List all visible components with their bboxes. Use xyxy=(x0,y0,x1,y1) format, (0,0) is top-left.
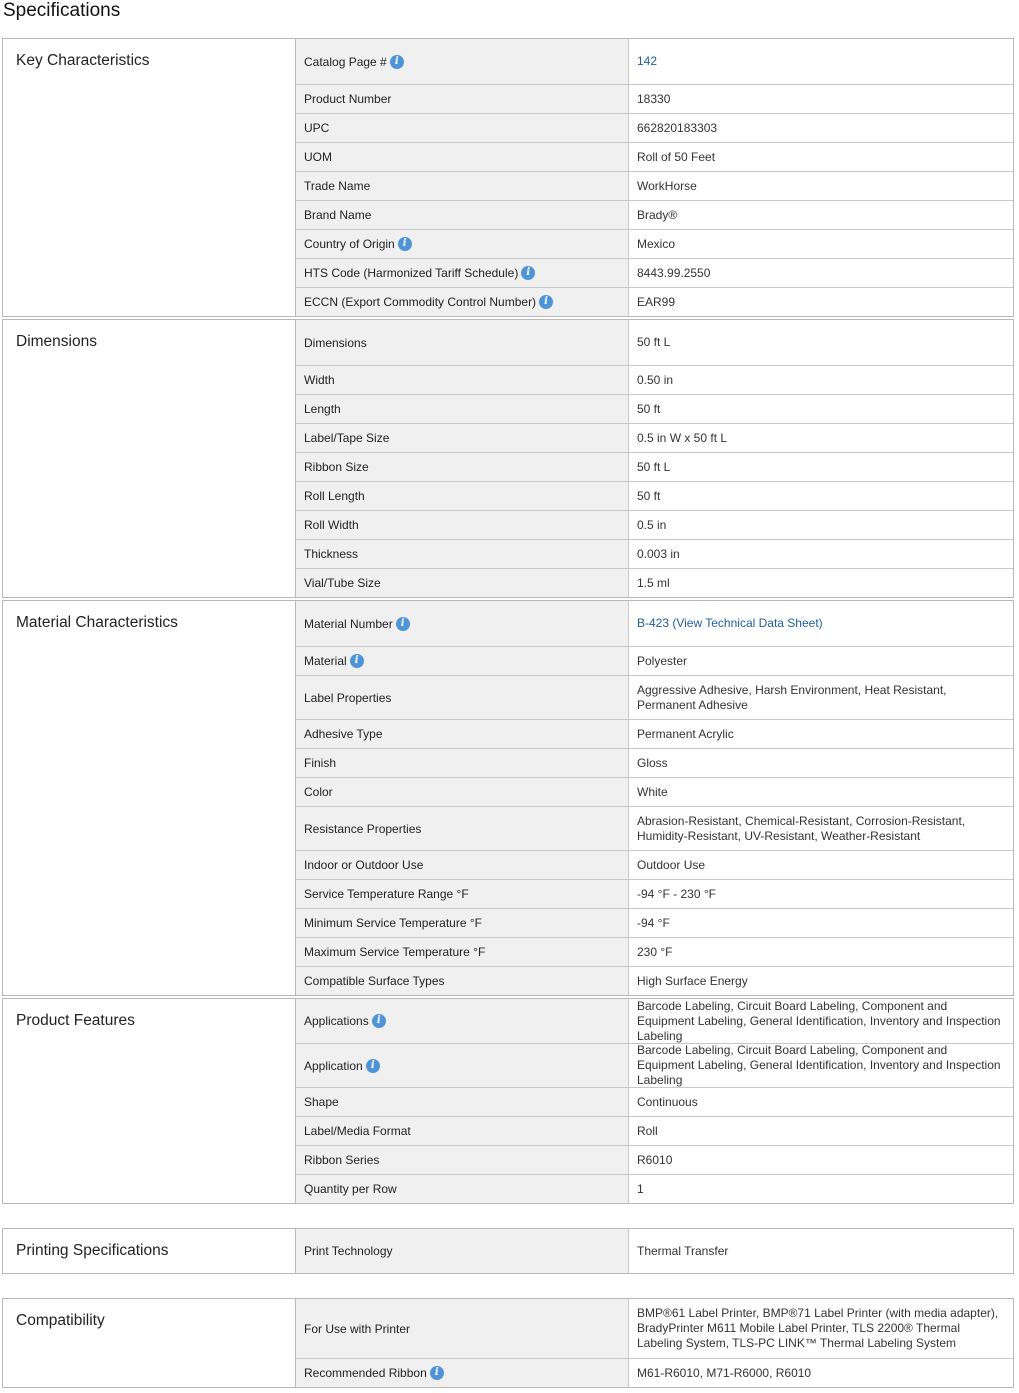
attribute-value-text: Outdoor Use xyxy=(637,857,706,872)
attribute-value xyxy=(629,453,1013,481)
attribute-value xyxy=(629,482,1013,510)
attribute-name xyxy=(296,1299,629,1358)
table-row xyxy=(296,539,1013,568)
table-row xyxy=(296,39,1013,84)
section-label-cell xyxy=(3,601,296,995)
attribute-value-text: BMP®61 Label Printer, BMP®71 Label Printer (with media adapter), BradyPrinter M611 Mobile Label Printer, TLS 2200® Thermal Labeling System, TLS-PC LINK™ Thermal Labeling System xyxy=(637,1306,999,1350)
attribute-value-text: 0.50 in xyxy=(637,372,674,387)
table-row xyxy=(296,510,1013,539)
attribute-value xyxy=(629,85,1013,113)
table-row xyxy=(296,777,1013,806)
attribute-name-text: Compatible Surface Types xyxy=(304,974,445,988)
section-rows xyxy=(296,601,1013,995)
attribute-value xyxy=(629,540,1013,568)
attribute-name xyxy=(296,1146,629,1174)
attribute-value-text: -94 °F xyxy=(637,915,670,930)
attribute-value-text: M61-R6010, M71-R6000, R6010 xyxy=(637,1365,812,1380)
table-row xyxy=(296,999,1013,1043)
table-row xyxy=(296,84,1013,113)
attribute-value-text: 50 ft L xyxy=(637,335,671,349)
attribute-name-text: ECCN (Export Commodity Control Number) xyxy=(304,295,537,309)
attribute-name-text: Catalog Page # xyxy=(304,54,387,69)
table-row xyxy=(296,646,1013,675)
section-label-cell xyxy=(3,39,296,316)
table-row xyxy=(296,850,1013,879)
attribute-name-text: Material xyxy=(304,654,347,668)
attribute-name-text: Vial/Tube Size xyxy=(304,576,381,590)
attribute-value-text: 0.003 in xyxy=(637,546,680,561)
section-title: Product Features xyxy=(16,1012,135,1029)
info-icon[interactable]: i xyxy=(521,266,535,280)
table-row xyxy=(296,258,1013,287)
section-title: Printing Specifications xyxy=(16,1242,169,1259)
table-row xyxy=(296,142,1013,171)
attribute-name-text: Label Properties xyxy=(304,690,392,705)
attribute-value xyxy=(629,778,1013,806)
table-row xyxy=(296,1116,1013,1145)
attribute-value-text: Abrasion-Resistant, Chemical-Resistant, Corrosion-Resistant, Humidity-Resistant, UV-Resistant, Weather-Resistant xyxy=(637,813,966,843)
table-row xyxy=(296,1358,1013,1387)
attribute-value-text: Gloss xyxy=(637,755,668,770)
attribute-name-text: Thickness xyxy=(304,547,359,561)
attribute-name-text: Length xyxy=(304,402,341,416)
attribute-value xyxy=(629,749,1013,777)
attribute-value xyxy=(629,114,1013,142)
attribute-name xyxy=(296,39,629,84)
spec-section xyxy=(2,319,1014,598)
attribute-name-text: Ribbon Series xyxy=(304,1153,380,1167)
attribute-value xyxy=(629,395,1013,423)
attribute-name-text: Roll Width xyxy=(304,518,359,532)
attribute-value-text: 0.5 in W x 50 ft L xyxy=(637,430,728,445)
attribute-value-text: -94 °F - 230 °F xyxy=(637,886,716,901)
attribute-value-text: 18330 xyxy=(637,91,671,106)
table-row xyxy=(296,601,1013,646)
table-row xyxy=(296,1087,1013,1116)
attribute-value xyxy=(629,201,1013,229)
section-rows xyxy=(296,1299,1013,1387)
attribute-value xyxy=(629,851,1013,879)
spec-section xyxy=(2,38,1014,317)
spec-section xyxy=(2,600,1014,996)
attribute-value xyxy=(629,39,1013,84)
attribute-value-text: Continuous xyxy=(637,1094,698,1109)
attribute-value xyxy=(629,366,1013,394)
table-row xyxy=(296,200,1013,229)
attribute-name xyxy=(296,366,629,394)
attribute-value-text: WorkHorse xyxy=(637,178,697,193)
table-row xyxy=(296,171,1013,200)
table-row xyxy=(296,719,1013,748)
info-icon[interactable]: i xyxy=(398,237,412,251)
attribute-value xyxy=(629,172,1013,200)
attribute-name xyxy=(296,749,629,777)
table-row xyxy=(296,320,1013,365)
attribute-name xyxy=(296,85,629,113)
info-icon[interactable]: i xyxy=(430,1366,444,1380)
attribute-value-text: Brady® xyxy=(637,207,678,222)
attribute-value xyxy=(629,1146,1013,1174)
attribute-value-text: Permanent Acrylic xyxy=(637,726,734,741)
attribute-name-text: Country of Origin xyxy=(304,237,395,251)
attribute-name xyxy=(296,143,629,171)
table-row xyxy=(296,365,1013,394)
attribute-value-text: Barcode Labeling, Circuit Board Labeling, Component and Equipment Labeling, General Identification, Inventory and Inspection Labeling xyxy=(637,998,1001,1043)
page-title: Specifications xyxy=(3,0,121,21)
attribute-name-text: Brand Name xyxy=(304,208,372,222)
table-row xyxy=(296,113,1013,142)
attribute-value xyxy=(629,880,1013,908)
attribute-value xyxy=(629,1117,1013,1145)
attribute-name xyxy=(296,601,629,646)
info-icon[interactable]: i xyxy=(390,55,404,69)
attribute-name-text: Print Technology xyxy=(304,1244,393,1258)
attribute-name xyxy=(296,424,629,452)
attribute-name xyxy=(296,540,629,568)
attribute-name xyxy=(296,676,629,719)
attribute-value-text: 0.5 in xyxy=(637,517,667,532)
attribute-value-text: 50 ft xyxy=(637,488,661,503)
attribute-value xyxy=(629,807,1013,850)
attribute-value xyxy=(629,1175,1013,1203)
table-row xyxy=(296,806,1013,850)
attribute-name-text: Resistance Properties xyxy=(304,821,422,836)
value-link[interactable]: B-423 (View Technical Data Sheet) xyxy=(637,616,823,630)
table-row xyxy=(296,1229,1013,1273)
attribute-name xyxy=(296,172,629,200)
table-row xyxy=(296,423,1013,452)
table-row xyxy=(296,908,1013,937)
section-rows xyxy=(296,39,1013,316)
info-icon[interactable]: i xyxy=(350,654,364,668)
attribute-value-text: Polyester xyxy=(637,653,688,668)
attribute-name xyxy=(296,909,629,937)
attribute-name xyxy=(296,288,629,316)
attribute-name-text: Trade Name xyxy=(304,179,371,193)
table-row xyxy=(296,287,1013,316)
table-row xyxy=(296,481,1013,510)
attribute-value-text: High Surface Energy xyxy=(637,973,748,988)
table-row xyxy=(296,748,1013,777)
section-rows xyxy=(296,999,1013,1203)
attribute-name xyxy=(296,807,629,850)
info-icon[interactable]: i xyxy=(372,1014,386,1028)
section-rows xyxy=(296,1229,1013,1273)
attribute-name xyxy=(296,453,629,481)
section-rows xyxy=(296,320,1013,597)
table-row xyxy=(296,452,1013,481)
attribute-name-text: Recommended Ribbon xyxy=(304,1366,427,1380)
attribute-value xyxy=(629,909,1013,937)
info-icon[interactable]: i xyxy=(539,295,553,309)
attribute-name-text: UOM xyxy=(304,150,332,164)
attribute-name xyxy=(296,647,629,675)
attribute-value xyxy=(629,967,1013,995)
attribute-name-text: Quantity per Row xyxy=(304,1182,397,1196)
attribute-value xyxy=(629,938,1013,966)
section-label-cell xyxy=(3,1229,296,1273)
attribute-name xyxy=(296,395,629,423)
attribute-value-text: Mexico xyxy=(637,236,676,251)
attribute-name-text: Maximum Service Temperature °F xyxy=(304,945,486,959)
attribute-value xyxy=(629,720,1013,748)
attribute-name xyxy=(296,201,629,229)
attribute-name-text: For Use with Printer xyxy=(304,1321,411,1336)
section-title: Key Characteristics xyxy=(16,52,150,69)
attribute-value-text: Barcode Labeling, Circuit Board Labeling, Component and Equipment Labeling, General Identification, Inventory and Inspection Labeling xyxy=(637,1043,1001,1087)
attribute-name-text: Indoor or Outdoor Use xyxy=(304,858,424,872)
attribute-value-text: Roll xyxy=(637,1123,658,1138)
section-title: Material Characteristics xyxy=(16,614,178,631)
section-title: Compatibility xyxy=(16,1312,105,1329)
attribute-value xyxy=(629,647,1013,675)
attribute-name-text: Minimum Service Temperature °F xyxy=(304,916,482,930)
attribute-value xyxy=(629,1088,1013,1116)
attribute-name xyxy=(296,720,629,748)
attribute-name-text: Applications xyxy=(304,1014,369,1028)
attribute-value xyxy=(629,424,1013,452)
attribute-value xyxy=(629,999,1013,1043)
attribute-value-text: Thermal Transfer xyxy=(637,1243,729,1258)
attribute-value xyxy=(629,1299,1013,1358)
section-label-cell xyxy=(3,320,296,597)
attribute-value xyxy=(629,259,1013,287)
attribute-name xyxy=(296,778,629,806)
attribute-name xyxy=(296,1229,629,1273)
attribute-value xyxy=(629,601,1013,646)
attribute-name-text: Label/Media Format xyxy=(304,1124,411,1138)
table-row xyxy=(296,1299,1013,1358)
attribute-value-text: 1.5 ml xyxy=(637,575,670,590)
attribute-value xyxy=(629,1044,1013,1087)
table-row xyxy=(296,675,1013,719)
spec-section xyxy=(2,1228,1014,1274)
attribute-value-text: Aggressive Adhesive, Harsh Environment, Heat Resistant, Permanent Adhesive xyxy=(637,682,947,712)
section-label-cell xyxy=(3,1299,296,1387)
attribute-name xyxy=(296,511,629,539)
attribute-value xyxy=(629,143,1013,171)
attribute-name-text: Label/Tape Size xyxy=(304,431,390,445)
table-row xyxy=(296,1043,1013,1087)
attribute-name xyxy=(296,938,629,966)
attribute-name xyxy=(296,1044,629,1087)
attribute-name xyxy=(296,967,629,995)
table-row xyxy=(296,1174,1013,1203)
info-icon[interactable]: i xyxy=(366,1059,380,1073)
attribute-name xyxy=(296,999,629,1043)
attribute-name xyxy=(296,482,629,510)
attribute-name xyxy=(296,1175,629,1203)
table-row xyxy=(296,568,1013,597)
attribute-value-text: 1 xyxy=(637,1181,644,1196)
attribute-name-text: Shape xyxy=(304,1095,339,1109)
attribute-name-text: Finish xyxy=(304,756,337,770)
attribute-name-text: HTS Code (Harmonized Tariff Schedule) xyxy=(304,266,519,280)
section-label-cell xyxy=(3,999,296,1203)
section-title: Dimensions xyxy=(16,333,97,350)
info-icon[interactable]: i xyxy=(396,617,410,631)
attribute-name-text: Material Number xyxy=(304,616,393,631)
attribute-value xyxy=(629,569,1013,597)
attribute-value xyxy=(629,230,1013,258)
attribute-name xyxy=(296,880,629,908)
attribute-value-text: EAR99 xyxy=(637,294,676,309)
attribute-name xyxy=(296,259,629,287)
attribute-name-text: Service Temperature Range °F xyxy=(304,887,469,901)
attribute-name xyxy=(296,1088,629,1116)
attribute-value-text: 50 ft xyxy=(637,401,661,416)
attribute-name-text: UPC xyxy=(304,121,330,135)
attribute-name xyxy=(296,114,629,142)
attribute-name xyxy=(296,1359,629,1387)
attribute-name-text: Roll Length xyxy=(304,489,365,503)
attribute-value-text: 8443.99.2550 xyxy=(637,265,711,280)
table-row xyxy=(296,937,1013,966)
attribute-name-text: Color xyxy=(304,785,333,799)
attribute-value-text: 230 °F xyxy=(637,944,673,959)
attribute-name-text: Dimensions xyxy=(304,335,367,350)
attribute-name xyxy=(296,1117,629,1145)
table-row xyxy=(296,879,1013,908)
spec-section xyxy=(2,998,1014,1204)
attribute-value-text: R6010 xyxy=(637,1152,673,1167)
table-row xyxy=(296,229,1013,258)
attribute-value xyxy=(629,676,1013,719)
attribute-name xyxy=(296,851,629,879)
spec-section xyxy=(2,1298,1014,1388)
attribute-name-text: Width xyxy=(304,373,335,387)
table-row xyxy=(296,1145,1013,1174)
attribute-value-text: 662820183303 xyxy=(637,120,718,135)
attribute-name-text: Adhesive Type xyxy=(304,727,383,741)
attribute-value xyxy=(629,288,1013,316)
attribute-name-text: Product Number xyxy=(304,92,392,106)
attribute-value xyxy=(629,320,1013,365)
attribute-name-text: Application xyxy=(304,1058,363,1073)
value-link[interactable]: 142 xyxy=(637,54,658,68)
attribute-value xyxy=(629,1229,1013,1273)
table-row xyxy=(296,966,1013,995)
attribute-name xyxy=(296,320,629,365)
attribute-value-text: Roll of 50 Feet xyxy=(637,149,716,164)
attribute-name xyxy=(296,230,629,258)
attribute-name-text: Ribbon Size xyxy=(304,460,369,474)
table-row xyxy=(296,394,1013,423)
attribute-value xyxy=(629,1359,1013,1387)
attribute-value xyxy=(629,511,1013,539)
attribute-value-text: 50 ft L xyxy=(637,459,671,474)
attribute-name xyxy=(296,569,629,597)
attribute-value-text: White xyxy=(637,784,668,799)
